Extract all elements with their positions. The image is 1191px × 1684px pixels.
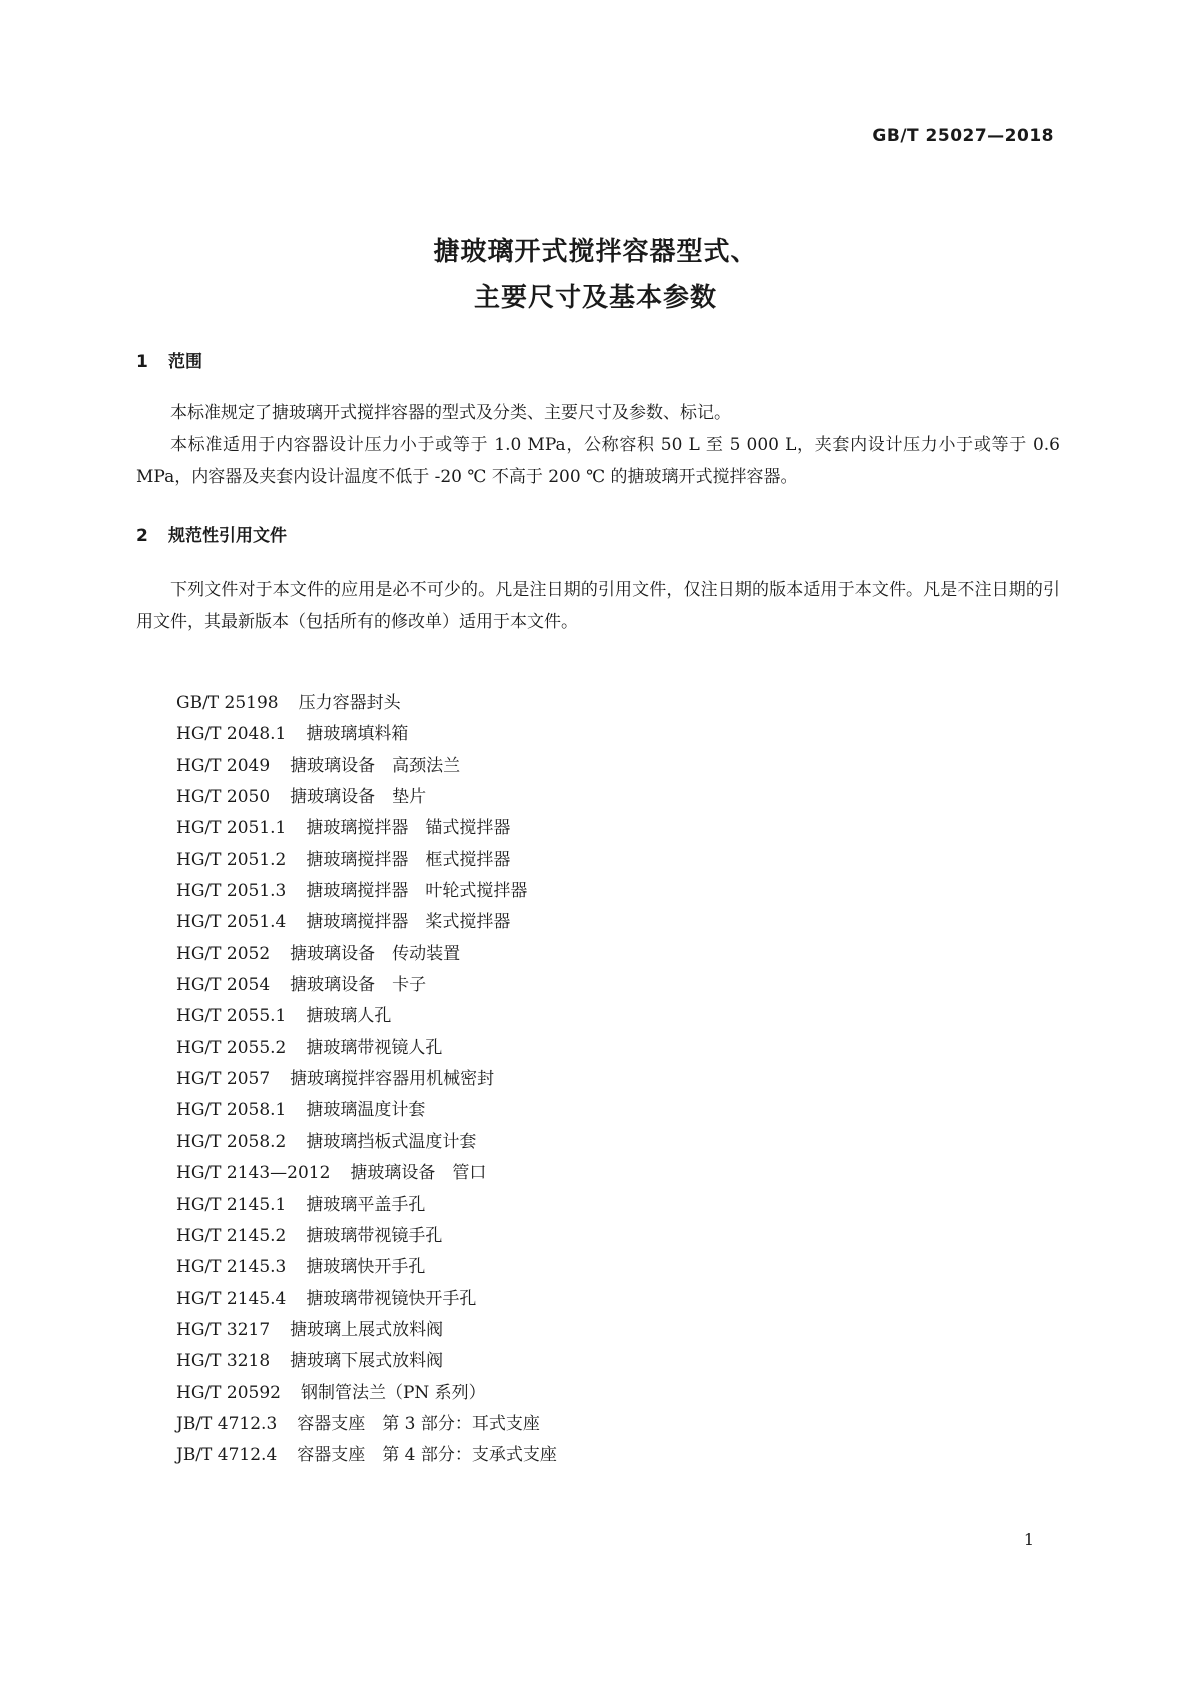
reference-code: HG/T 2051.4 — [176, 912, 287, 933]
reference-title: 搪玻璃平盖手孔 — [306, 1194, 426, 1215]
reference-title: 搪玻璃搅拌器 桨式搅拌器 — [306, 912, 511, 933]
reference-title: 搪玻璃设备 高颈法兰 — [290, 755, 461, 776]
reference-code: HG/T 2051.1 — [176, 818, 287, 839]
document-title — [0, 229, 1191, 321]
reference-code: HG/T 2049 — [176, 755, 271, 776]
reference-item — [176, 845, 557, 876]
reference-item — [176, 1158, 557, 1189]
reference-title: 容器支座 第 4 部分：支承式支座 — [297, 1445, 557, 1466]
reference-item — [176, 1127, 557, 1158]
reference-item — [176, 1252, 557, 1283]
reference-title: 搪玻璃上展式放料阀 — [290, 1319, 444, 1340]
reference-item — [176, 1095, 557, 1126]
reference-code: HG/T 2145.1 — [176, 1194, 287, 1215]
reference-title: 搪玻璃搅拌器 叶轮式搅拌器 — [306, 881, 528, 902]
reference-item — [176, 719, 557, 750]
reference-code: HG/T 2051.3 — [176, 881, 287, 902]
reference-title: 搪玻璃带视镜手孔 — [306, 1225, 443, 1246]
reference-title: 压力容器封头 — [298, 693, 401, 713]
reference-title: 搪玻璃设备 垫片 — [290, 787, 427, 808]
reference-item — [176, 1064, 557, 1095]
reference-item — [176, 688, 557, 719]
title-line-1: 搪玻璃开式搅拌容器型式、 — [433, 237, 758, 267]
reference-title: 搪玻璃温度计套 — [306, 1100, 426, 1121]
reference-code: HG/T 2054 — [176, 975, 271, 996]
reference-item — [176, 1346, 557, 1377]
section-2-number: 2 — [136, 526, 148, 546]
reference-title: 搪玻璃搅拌器 锚式搅拌器 — [306, 818, 511, 839]
reference-code: HG/T 2145.3 — [176, 1257, 287, 1278]
reference-title: 钢制管法兰（PN 系列） — [300, 1382, 486, 1403]
reference-item — [176, 1033, 557, 1064]
reference-item — [176, 907, 557, 938]
reference-code: JB/T 4712.4 — [176, 1445, 278, 1466]
section-1-heading — [136, 347, 202, 372]
reference-item — [176, 876, 557, 907]
reference-item — [176, 939, 557, 970]
reference-title: 搪玻璃人孔 — [306, 1006, 392, 1027]
section-1-title: 范围 — [168, 352, 202, 372]
reference-title: 搪玻璃搅拌容器用机械密封 — [290, 1069, 495, 1090]
reference-item — [176, 1001, 557, 1032]
reference-item — [176, 1315, 557, 1346]
reference-code: HG/T 2058.2 — [176, 1131, 287, 1152]
section-2-title: 规范性引用文件 — [168, 526, 287, 546]
reference-item — [176, 1221, 557, 1252]
section-2-heading — [136, 521, 287, 546]
reference-code: HG/T 2055.2 — [176, 1037, 287, 1058]
reference-item — [176, 1409, 557, 1440]
reference-title: 搪玻璃带视镜人孔 — [306, 1037, 443, 1058]
reference-item — [176, 1378, 557, 1409]
reference-item — [176, 782, 557, 813]
reference-title: 容器支座 第 3 部分：耳式支座 — [297, 1413, 540, 1434]
reference-code: HG/T 2145.2 — [176, 1225, 287, 1246]
section-1-paragraph-1: 本标准规定了搪玻璃开式搅拌容器的型式及分类、主要尺寸及参数、标记。 — [170, 403, 731, 423]
reference-title: 搪玻璃设备 管口 — [350, 1163, 487, 1184]
reference-title: 搪玻璃快开手孔 — [306, 1257, 426, 1278]
reference-code: HG/T 2051.2 — [176, 849, 287, 870]
reference-title: 搪玻璃搅拌器 框式搅拌器 — [306, 849, 511, 870]
reference-title: 搪玻璃挡板式温度计套 — [306, 1131, 477, 1152]
reference-code: HG/T 3218 — [176, 1351, 271, 1372]
reference-code: HG/T 2143—2012 — [176, 1163, 331, 1184]
reference-item — [176, 970, 557, 1001]
reference-code: HG/T 3217 — [176, 1319, 271, 1340]
reference-item — [176, 751, 557, 782]
reference-title: 搪玻璃下展式放料阀 — [290, 1351, 444, 1372]
reference-list — [176, 688, 557, 1472]
reference-code: HG/T 2050 — [176, 787, 271, 808]
reference-code: HG/T 2055.1 — [176, 1006, 287, 1027]
reference-code: JB/T 4712.3 — [176, 1413, 278, 1434]
title-line-2: 主要尺寸及基本参数 — [473, 283, 717, 313]
reference-title: 搪玻璃设备 传动装置 — [290, 943, 461, 964]
standard-number: GB/T 25027—2018 — [872, 126, 1054, 146]
reference-item — [176, 1190, 557, 1221]
page-number: 1 — [1023, 1530, 1034, 1549]
reference-title: 搪玻璃带视镜快开手孔 — [306, 1288, 477, 1309]
reference-code: GB/T 25198 — [176, 693, 279, 713]
reference-code: HG/T 2058.1 — [176, 1100, 287, 1121]
reference-code: HG/T 2145.4 — [176, 1288, 287, 1309]
reference-code: HG/T 2052 — [176, 943, 271, 964]
reference-code: HG/T 2048.1 — [176, 724, 287, 745]
section-1-paragraph-2: 本标准适用于内容器设计压力小于或等于 1.0 MPa，公称容积 50 L 至 5 000 L，夹套内设计压力小于或等于 0.6 MPa，内容器及夹套内设计温度不低于 -20 ℃ 不高于 200 ℃ 的搪玻璃开式搅拌容器。 — [136, 435, 1060, 487]
section-2-intro: 下列文件对于本文件的应用是必不可少的。凡是注日期的引用文件，仅注日期的版本适用于本文件。凡是不注日期的引用文件，其最新版本（包括所有的修改单）适用于本文件。 — [136, 580, 1060, 632]
reference-item — [176, 1440, 557, 1471]
reference-title: 搪玻璃填料箱 — [306, 724, 409, 745]
reference-item — [176, 813, 557, 844]
reference-title: 搪玻璃设备 卡子 — [290, 975, 427, 996]
reference-code: HG/T 2057 — [176, 1069, 271, 1090]
section-1-number: 1 — [136, 352, 148, 372]
reference-code: HG/T 20592 — [176, 1382, 281, 1403]
reference-item — [176, 1284, 557, 1315]
